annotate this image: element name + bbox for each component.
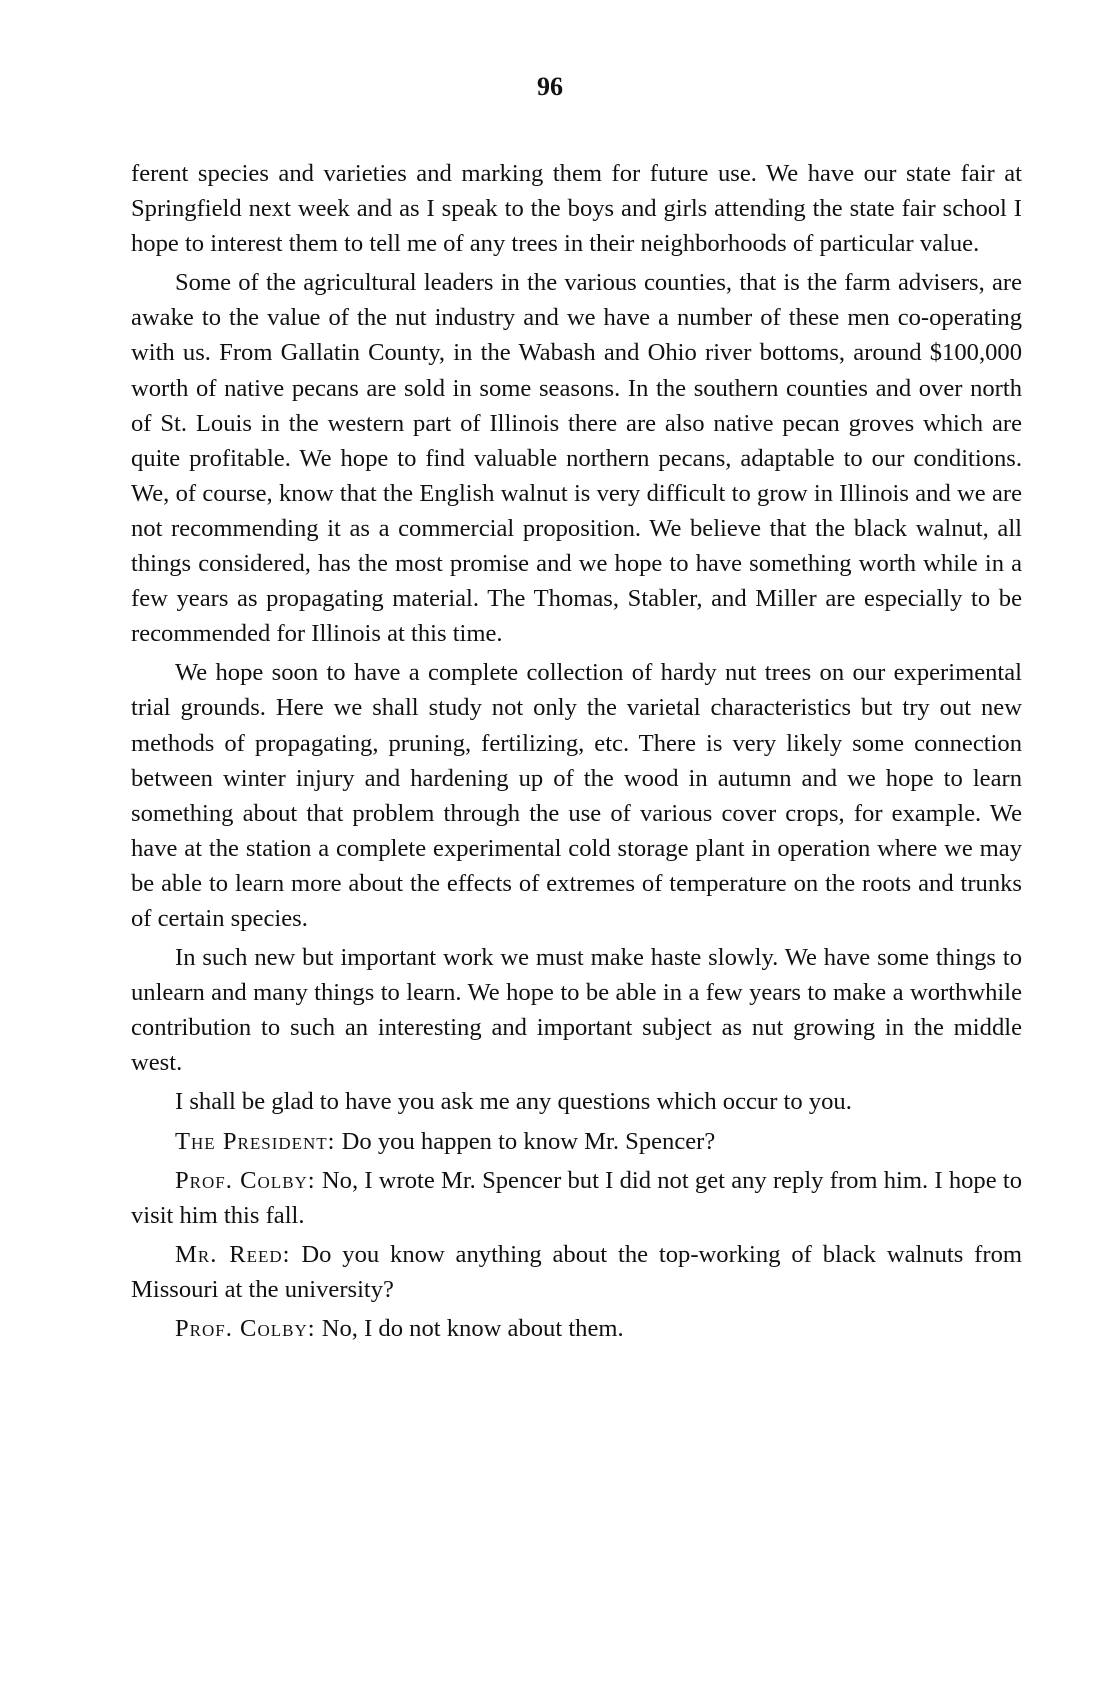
speaker-name: Mr. Reed: [175, 1240, 291, 1268]
dialogue-line [131, 1124, 1022, 1159]
speaker-name: Prof. Colby: [175, 1315, 316, 1342]
dialogue-line [131, 1163, 1022, 1233]
paragraph: In such new but important work we must make haste slowly. We have some things to unlearn and many things to learn. We hope to be able in a few years to make a worthwhile contribution to such an interesting and important subject as nut growing in the middle west. [131, 944, 1022, 1077]
dialogue-line [131, 1237, 1022, 1307]
dialogue-text: Do you happen to know Mr. Spencer? [341, 1127, 716, 1155]
paragraph: Some of the agricultural leaders in the various counties, that is the farm advisers, are awake to the value of the nut industry and we have a number of these men co-operating with us. From Gallatin County, in the Wabash and Ohio river bottoms, around $100,000 worth of native pecans are sold in some seasons. In the southern counties and over north of St. Louis in the western part of Illinois there are also native pecan groves which are quite profitable. We hope to find valuable northern pecans, adaptable to our conditions. We, of course, know that the English walnut is very difficult to grow in Illinois and we are not recommending it as a commercial proposition. We believe that the black walnut, all things considered, has the most promise and we hope to have something worth while in a few years as propagating material. The Thomas, Stabler, and Miller are especially to be recommended for Illinois at this time. [131, 269, 1022, 648]
dialogue-line [131, 1311, 1022, 1346]
dialogue-text: Do you know anything about the top-working of black walnuts from Missouri at the university? [131, 1240, 1022, 1303]
paragraph: We hope soon to have a complete collection of hardy nut trees on our experimental trial grounds. Here we shall study not only the varietal characteristics but try out new methods of propagating, pruning, fertilizing, etc. There is very likely some connection between winter injury and hardening up of the wood in autumn and we hope to learn something about that problem through the use of various cover crops, for example. We have at the station a complete experimental cold storage plant in operation where we may be able to learn more about the effects of extremes of temperature on the roots and trunks of certain species. [131, 659, 1022, 932]
page-number: 96 [537, 72, 563, 101]
paragraph: I shall be glad to have you ask me any questions which occur to you. [175, 1088, 852, 1116]
speaker-name: Prof. Colby: [175, 1166, 316, 1194]
paragraph: ferent species and varieties and marking them for future use. We have our state fair at Springfield next week and as I speak to the boys and girls attending the state fair school I hope to interest them to tell me of any trees in their neighborhoods of particular value. [131, 160, 1022, 258]
speaker-name: The President: [175, 1127, 336, 1155]
dialogue-text: No, I wrote Mr. Spencer but I did not get any reply from him. I hope to visit him this fall. [131, 1166, 1022, 1229]
body-text [131, 156, 1022, 1350]
dialogue-text: No, I do not know about them. [321, 1315, 624, 1342]
